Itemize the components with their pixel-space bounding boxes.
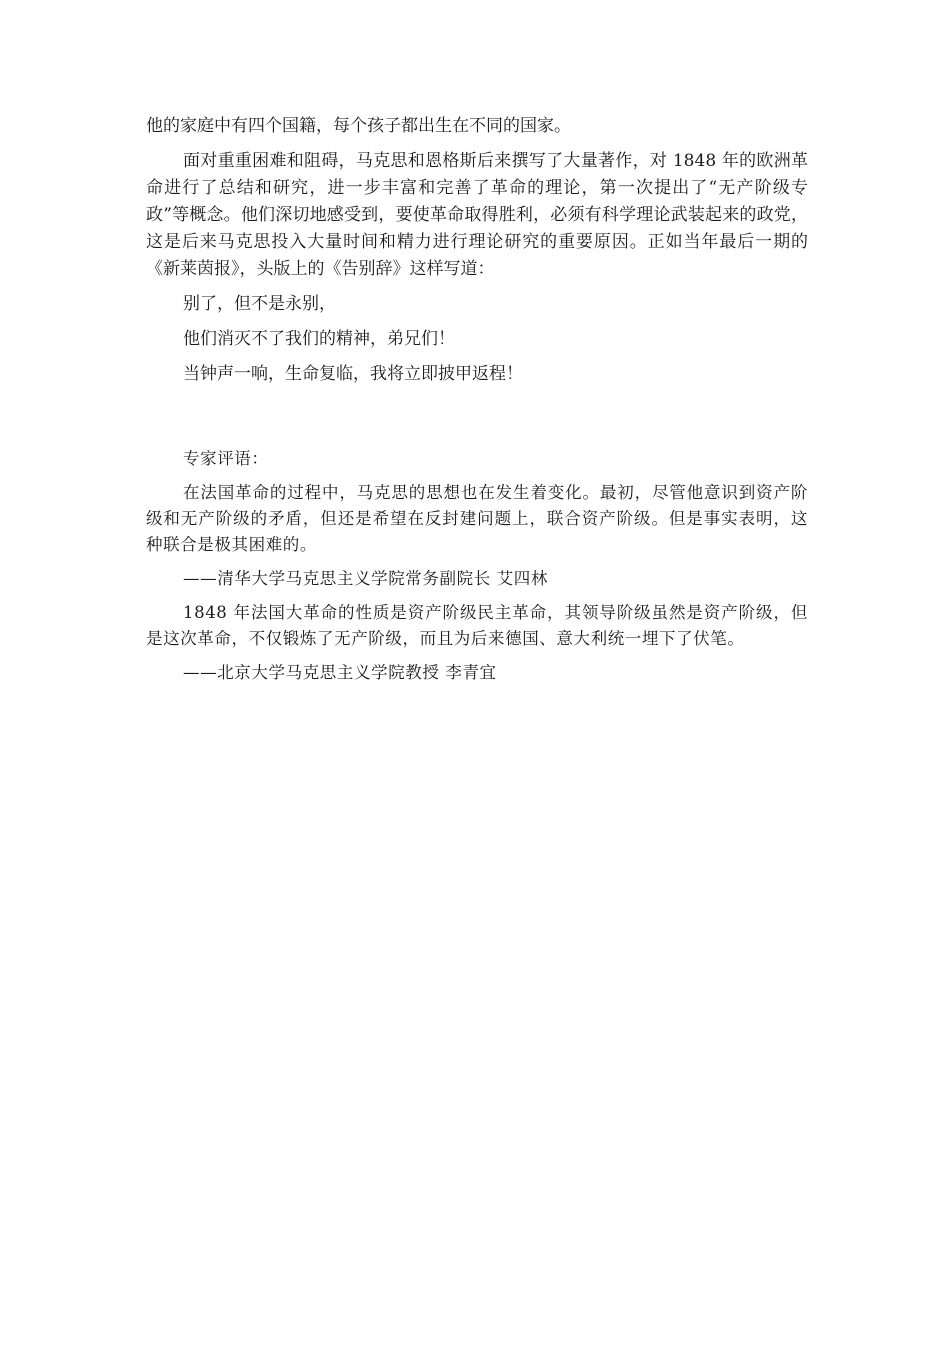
verse-line: 别了，但不是永别， bbox=[183, 294, 336, 314]
body-paragraph: 他的家庭中有四个国籍，每个孩子都出生在不同的国家。 bbox=[146, 116, 571, 136]
expert-comment: 在法国革命的过程中，马克思的思想也在发生着变化。最初，尽管他意识到资产阶级和无产阶级的矛盾，但还是希望在反封建问题上，联合资产阶级。但是事实表明，这种联合是极其困难的。 bbox=[146, 483, 808, 554]
expert-attribution: ——北京大学马克思主义学院教授 李青宜 bbox=[183, 663, 497, 682]
body-paragraph: 面对重重困难和阻碍，马克思和恩格斯后来撰写了大量著作，对 1848 年的欧洲革命进行了总结和研究，进一步丰富和完善了革命的理论，第一次提出了“无产阶级专政”等概念。他们深切地感受到，要使革命取得胜利，必须有科学理论武装起来的政党，这是后来马克思投入大量时间和精力进行理论研究的重要原因。正如当年最后一期的《新莱茵报》，头版上的《告别辞》这样写道： bbox=[146, 151, 808, 279]
expert-comments bbox=[146, 446, 808, 686]
verse-line: 当钟声一响，生命复临，我将立即披甲返程！ bbox=[183, 364, 523, 384]
expert-comment: 1848 年法国大革命的性质是资产阶级民主革命，其领导阶级虽然是资产阶级，但是这次革命，不仅锻炼了无产阶级，而且为后来德国、意大利统一埋下了伏笔。 bbox=[146, 603, 808, 648]
expert-heading: 专家评语： bbox=[183, 449, 269, 468]
farewell-verse bbox=[146, 291, 808, 388]
document-body bbox=[146, 113, 808, 686]
expert-attribution: ——清华大学马克思主义学院常务副院长 艾四林 bbox=[183, 569, 548, 588]
verse-line: 他们消灭不了我们的精神，弟兄们！ bbox=[183, 329, 455, 349]
